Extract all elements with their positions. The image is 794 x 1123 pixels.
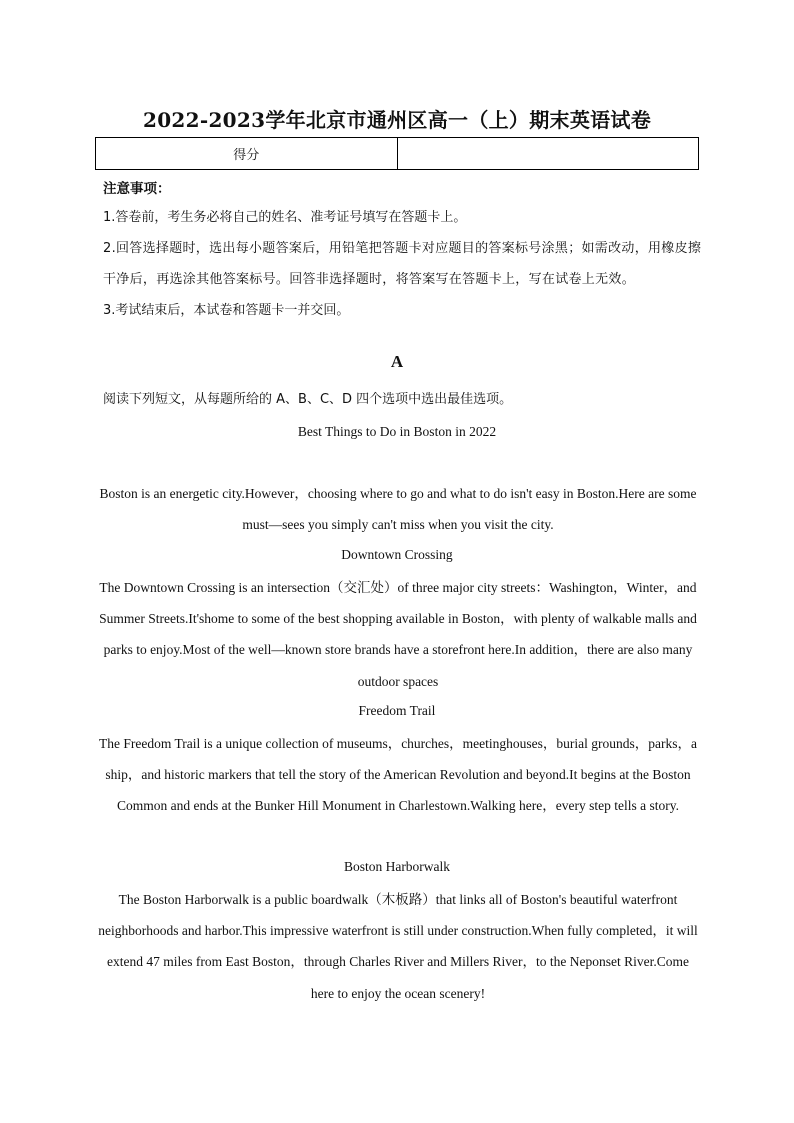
score-value [397, 138, 699, 170]
section-text-harborwalk: The Boston Harborwalk is a public boardwalk（木板路）that links all of Boston's beautiful waterfront neighborhoods and harbor.This impressive waterfront is still under construction.When fully completed，it will extend 47 miles from East Boston，through Charles River and Millers River，to the Neponset River.Come here to enjoy the ocean scenery! [98, 892, 698, 1001]
section-heading-harborwalk: Boston Harborwalk [343, 859, 451, 874]
section-text-freedom: The Freedom Trail is a unique collection of museums，churches，meetinghouses，burial grounds，parks，a ship，and historic markers that tell the story of the American Revolution and beyond.It begins at the Boston Common and ends at the Bunker Hill Monument in Charlestown.Walking here，every step tells a story. [98, 736, 697, 814]
note-item-1: 1.答卷前，考生务必将自己的姓名、准考证号填写在答题卡上。 [103, 210, 467, 225]
passage-intro: Boston is an energetic city.However，choosing where to go and what to do isn't easy in Boston.Here are some must—sees you simply can't miss when you visit the city. [99, 486, 697, 533]
notes-heading: 注意事项： [103, 181, 171, 197]
section-text-downtown: The Downtown Crossing is an intersection（交汇处）of three major city streets：Washington，Winter，and Summer Streets.It'shome to some of the best shopping available in Boston，with plenty of walkable malls and parks to enjoy.Most of the well—known store brands have a storefront here.In addition，there are also many outdoor spaces [99, 580, 697, 689]
section-heading-downtown: Downtown Crossing [341, 547, 453, 562]
score-table [95, 137, 699, 170]
note-item-2: 2.回答选择题时，选出每小题答案后，用铅笔把答题卡对应题目的答案标号涂黑；如需改动，用橡皮擦干净后，再选涂其他答案标号。回答非选择题时，将答案写在答题卡上，写在试卷上无效。 [103, 241, 702, 287]
page-title: 2022-2023学年北京市通州区高一（上）期末英语试卷 [142, 108, 652, 132]
section-heading-freedom: Freedom Trail [358, 703, 436, 718]
passage-title: Best Things to Do in Boston in 2022 [297, 424, 497, 439]
score-label: 得分 [96, 138, 398, 170]
section-label: A [390, 352, 404, 371]
note-item-3: 3.考试结束后，本试卷和答题卡一并交回。 [103, 303, 350, 318]
section-instruction: 阅读下列短文，从每题所给的 A、B、C、D 四个选项中选出最佳选项。 [103, 392, 513, 407]
